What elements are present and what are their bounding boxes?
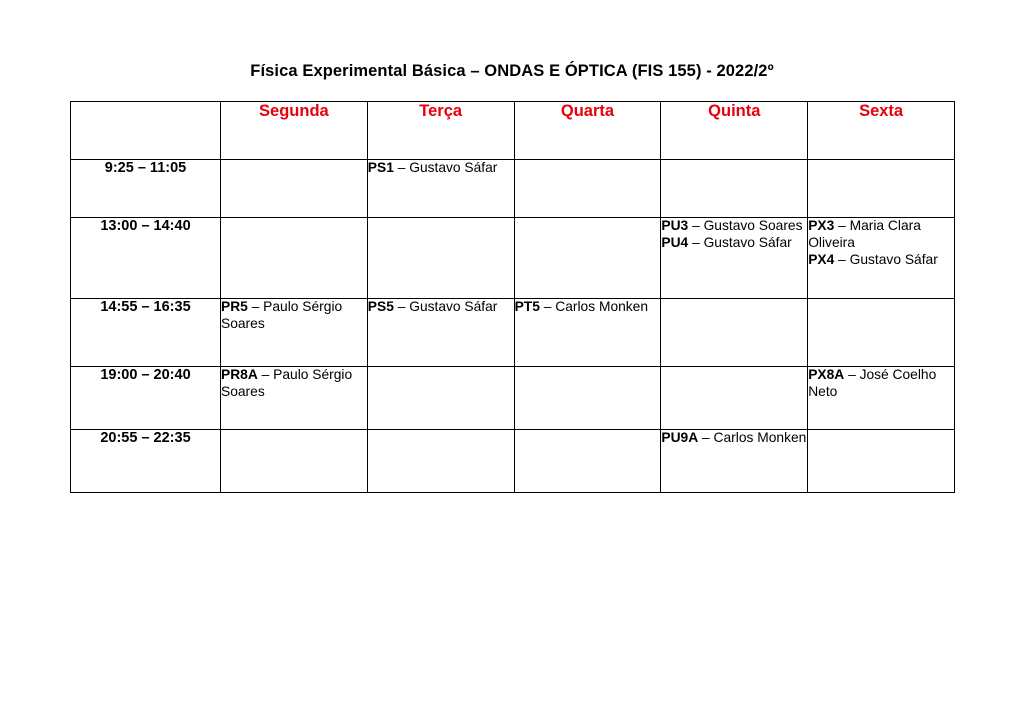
slot-cell	[661, 160, 808, 218]
slot-cell	[367, 218, 514, 299]
class-instructor: – Gustavo Sáfar	[688, 234, 792, 250]
slot-cell	[221, 160, 368, 218]
schedule-table	[70, 101, 955, 493]
time-label: 9:25 – 11:05	[71, 160, 221, 218]
schedule-body	[71, 160, 955, 493]
class-entry	[808, 218, 954, 252]
slot-cell	[661, 218, 808, 299]
table-row	[71, 160, 955, 218]
slot-cell	[514, 160, 661, 218]
class-code: PX3	[808, 218, 835, 233]
slot-cell	[808, 160, 955, 218]
class-entry	[368, 160, 514, 177]
class-code: PU4	[661, 234, 689, 250]
class-code: PR8A	[221, 367, 258, 382]
table-row	[71, 367, 955, 430]
class-entry	[661, 235, 807, 252]
slot-cell	[514, 367, 661, 430]
column-header-sexta: Sexta	[808, 102, 955, 160]
class-instructor: – Gustavo Sáfar	[393, 299, 498, 314]
time-label: 19:00 – 20:40	[71, 367, 221, 430]
class-code: PS1	[367, 160, 394, 175]
class-instructor: – Gustavo Sáfar	[834, 251, 938, 267]
class-entry	[661, 430, 807, 447]
class-instructor: – Gustavo Sáfar	[393, 160, 498, 175]
class-entry	[221, 299, 367, 333]
table-row	[71, 218, 955, 299]
class-instructor: – Maria Clara Oliveira	[808, 218, 921, 250]
column-header-quinta: Quinta	[661, 102, 808, 160]
class-entry	[808, 367, 954, 401]
slot-cell	[221, 367, 368, 430]
slot-cell	[367, 367, 514, 430]
class-code: PX8A	[808, 367, 845, 382]
slot-cell	[808, 430, 955, 493]
slot-cell	[514, 430, 661, 493]
slot-cell	[367, 299, 514, 367]
slot-cell	[514, 299, 661, 367]
class-code: PU3	[661, 218, 689, 233]
slot-cell	[661, 367, 808, 430]
column-header-quarta: Quarta	[514, 102, 661, 160]
time-label: 13:00 – 14:40	[71, 218, 221, 299]
time-label: 14:55 – 16:35	[71, 299, 221, 367]
class-code: PR5	[221, 299, 248, 314]
slot-cell	[808, 367, 955, 430]
slot-cell	[367, 430, 514, 493]
slot-cell	[221, 299, 368, 367]
class-entry	[368, 299, 514, 316]
class-entry	[808, 252, 954, 269]
slot-cell	[661, 299, 808, 367]
class-entry	[515, 299, 661, 316]
table-row	[71, 430, 955, 493]
table-corner-cell	[71, 102, 221, 160]
slot-cell	[221, 430, 368, 493]
slot-cell	[514, 218, 661, 299]
slot-cell	[808, 218, 955, 299]
class-instructor: – José Coelho Neto	[808, 367, 937, 399]
column-header-segunda: Segunda	[221, 102, 368, 160]
class-code: PT5	[514, 299, 540, 314]
class-code: PX4	[808, 251, 835, 267]
class-code: PS5	[367, 299, 394, 314]
class-instructor: – Carlos Monken	[698, 430, 807, 445]
slot-cell	[661, 430, 808, 493]
class-entry	[221, 367, 367, 401]
class-instructor: – Gustavo Soares	[688, 218, 803, 233]
class-instructor: – Paulo Sérgio Soares	[221, 367, 353, 399]
page-title: Física Experimental Básica – ONDAS E ÓPTICA (FIS 155) - 2022/2º	[250, 62, 774, 80]
slot-cell	[367, 160, 514, 218]
time-label: 20:55 – 22:35	[71, 430, 221, 493]
table-row	[71, 299, 955, 367]
class-instructor: – Paulo Sérgio Soares	[221, 299, 343, 331]
class-entry	[661, 218, 807, 235]
class-instructor: – Carlos Monken	[539, 299, 649, 314]
table-header-row	[71, 102, 955, 160]
slot-cell	[808, 299, 955, 367]
slot-cell	[221, 218, 368, 299]
column-header-terca: Terça	[367, 102, 514, 160]
class-code: PU9A	[661, 430, 699, 445]
